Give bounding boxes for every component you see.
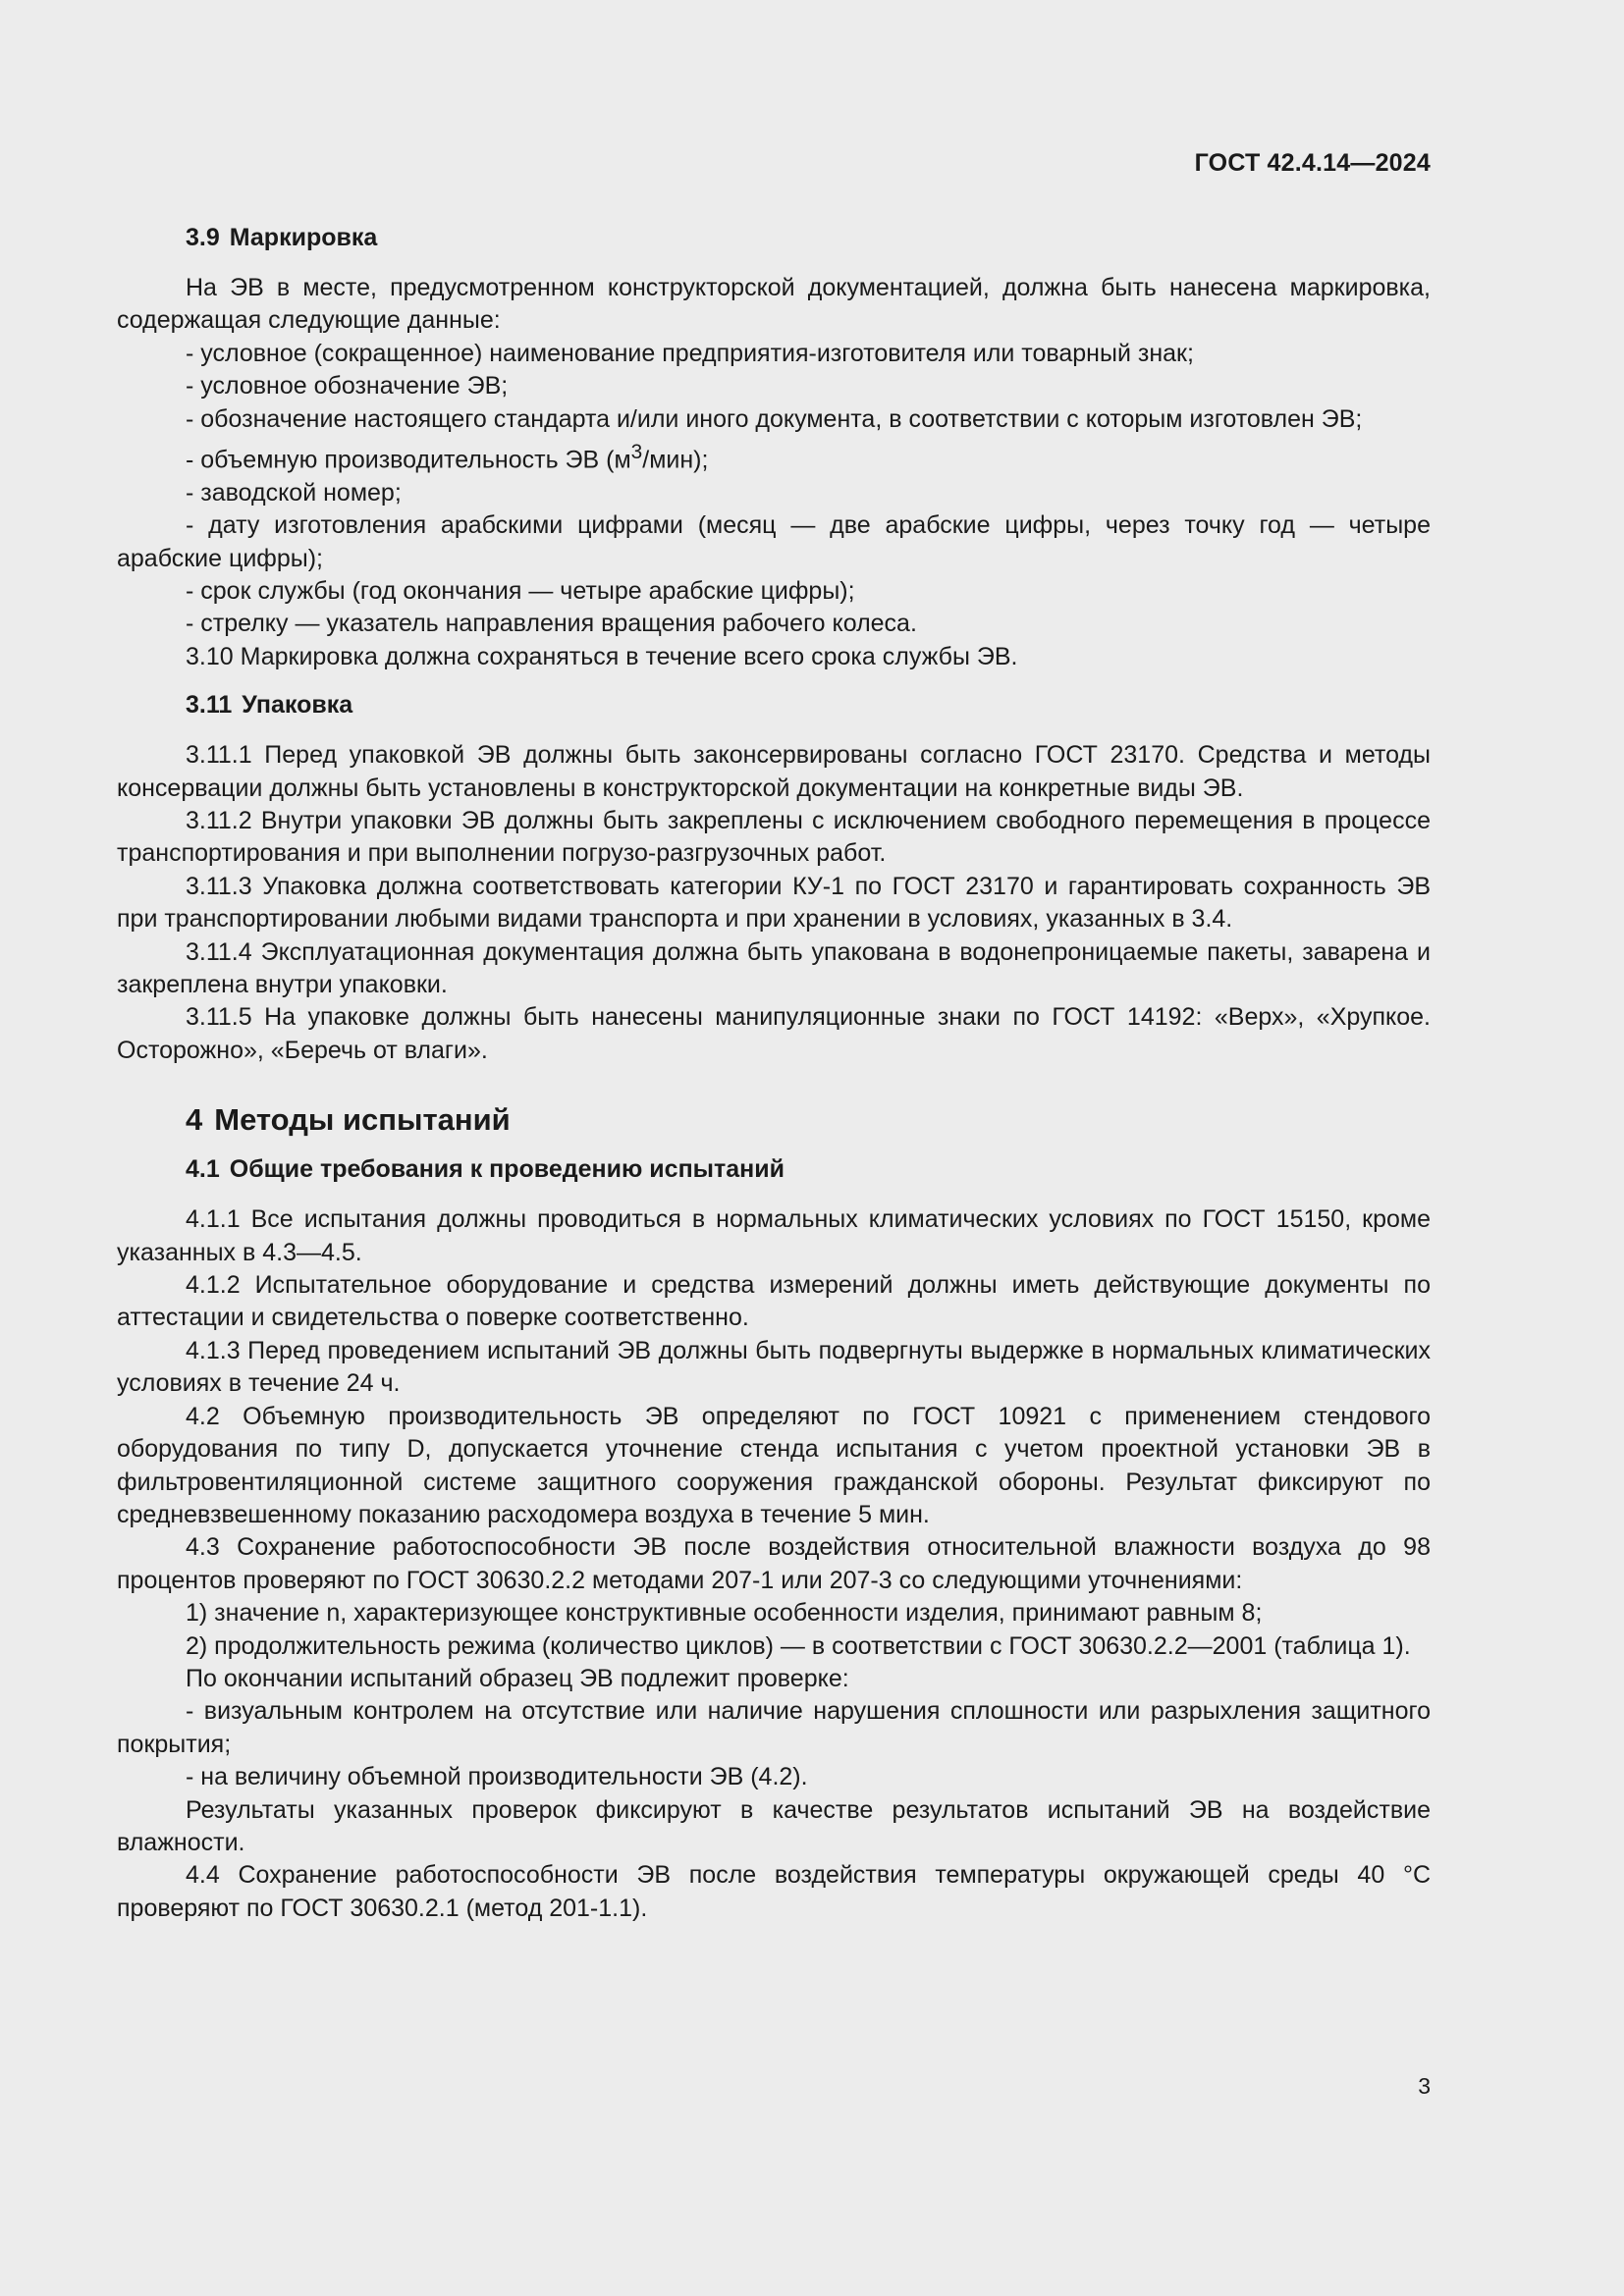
list-item-text: - объемную производительность ЭВ (м	[186, 446, 631, 474]
paragraph: 3.11.5 На упаковке должны быть нанесены манипуляционные знаки по ГОСТ 14192: «Верх», «Хрупкое. Осторожно», «Беречь от влаги».	[117, 1003, 1431, 1064]
section-4-1-heading	[186, 1153, 1431, 1186]
list-item: - условное обозначение ЭВ;	[186, 372, 509, 400]
list-item	[117, 436, 1431, 477]
paragraph: 3.10 Маркировка должна сохраняться в течение всего срока службы ЭВ.	[186, 642, 1018, 670]
paragraph: 4.2 Объемную производительность ЭВ определяют по ГОСТ 10921 с применением стендового оборудования по типу D, допускается уточнение стенда испытания с учетом проектной установки ЭВ в фильтровентиляционной системе защитного сооружения гражданской обороны. Результат фиксируют по средневзвешенному показанию расходомера воздуха в течение 5 мин.	[117, 1402, 1431, 1528]
list-item: - условное (сокращенное) наименование предприятия-изготовителя или товарный знак;	[186, 339, 1194, 367]
section-number: 4	[186, 1102, 203, 1138]
section-3-9-heading	[186, 222, 1431, 254]
paragraph: По окончании испытаний образец ЭВ подлежит проверке:	[186, 1664, 849, 1692]
section-title: Маркировка	[229, 224, 378, 251]
section-number: 3.9	[186, 224, 220, 251]
list-item: - визуальным контролем на отсутствие или наличие нарушения сплошности или разрыхления защитного покрытия;	[117, 1697, 1431, 1758]
paragraph: 4.1.2 Испытательное оборудование и средства измерений должны иметь действующие документы по аттестации и свидетельства о поверке соответственно.	[117, 1271, 1431, 1332]
document-code: ГОСТ 42.4.14—2024	[1194, 149, 1431, 177]
paragraph: Результаты указанных проверок фиксируют в качестве результатов испытаний ЭВ на воздействие влажности.	[117, 1795, 1431, 1856]
paragraph: 3.11.1 Перед упаковкой ЭВ должны быть законсервированы согласно ГОСТ 23170. Средства и методы консервации должны быть установлены в конструкторской документации на конкретные виды ЭВ.	[117, 741, 1431, 802]
paragraph: 2) продолжительность режима (количество циклов) — в соответствии с ГОСТ 30630.2.2—2001 (таблица 1).	[186, 1631, 1411, 1660]
list-item: - обозначение настоящего стандарта и/или иного документа, в соответствии с которым изготовлен ЭВ;	[186, 404, 1363, 433]
section-4-heading	[186, 1100, 1431, 1140]
paragraph: 3.11.4 Эксплуатационная документация должна быть упакована в водонепроницаемые пакеты, заварена и закреплена внутри упаковки.	[117, 937, 1431, 999]
section-title: Общие требования к проведению испытаний	[229, 1155, 785, 1184]
list-item: - на величину объемной производительности ЭВ (4.2).	[186, 1763, 808, 1791]
page-body	[117, 222, 1431, 1925]
section-3-11-heading	[186, 689, 1431, 721]
section-title: Упаковка	[242, 691, 353, 720]
list-item: - дату изготовления арабскими цифрами (месяц — две арабские цифры, через точку год — четыре арабские цифры);	[117, 511, 1431, 572]
paragraph: 1) значение n, характеризующее конструктивные особенности изделия, принимают равным 8;	[186, 1599, 1263, 1628]
paragraph: 3.11.3 Упаковка должна соответствовать категории КУ-1 по ГОСТ 23170 и гарантировать сохранность ЭВ при транспортировании любыми видами транспорта и при хранении в условиях, указанных в 3.4.	[117, 872, 1431, 934]
superscript: 3	[630, 441, 643, 464]
paragraph: 4.1.1 Все испытания должны проводиться в нормальных климатических условиях по ГОСТ 15150, кроме указанных в 4.3—4.5.	[117, 1205, 1431, 1266]
list-item-text-tail: /мин);	[642, 446, 709, 474]
paragraph: 4.4 Сохранение работоспособности ЭВ после воздействия температуры окружающей среды 40 °С проверяют по ГОСТ 30630.2.1 (метод 201-1.1).	[117, 1861, 1431, 1922]
paragraph: 4.1.3 Перед проведением испытаний ЭВ должны быть подвергнуты выдержке в нормальных климатических условиях в течение 24 ч.	[117, 1336, 1431, 1398]
section-number: 4.1	[186, 1155, 220, 1184]
paragraph: 4.3 Сохранение работоспособности ЭВ после воздействия относительной влажности воздуха до 98 процентов проверяют по ГОСТ 30630.2.2 методами 207-1 или 207-3 со следующими уточнениями:	[117, 1533, 1431, 1594]
list-item: - стрелку — указатель направления вращения рабочего колеса.	[186, 610, 917, 638]
list-item: - заводской номер;	[186, 478, 402, 507]
page-number: 3	[1418, 2073, 1431, 2099]
list-item: - срок службы (год окончания — четыре арабские цифры);	[186, 576, 855, 605]
section-number: 3.11	[186, 691, 233, 720]
paragraph: 3.11.2 Внутри упаковки ЭВ должны быть закреплены с исключением свободного перемещения в процессе транспортирования и при выполнении погрузо-разгрузочных работ.	[117, 807, 1431, 868]
paragraph: На ЭВ в месте, предусмотренном конструкторской документацией, должна быть нанесена маркировка, содержащая следующие данные:	[117, 274, 1431, 335]
section-title: Методы испытаний	[214, 1102, 511, 1138]
